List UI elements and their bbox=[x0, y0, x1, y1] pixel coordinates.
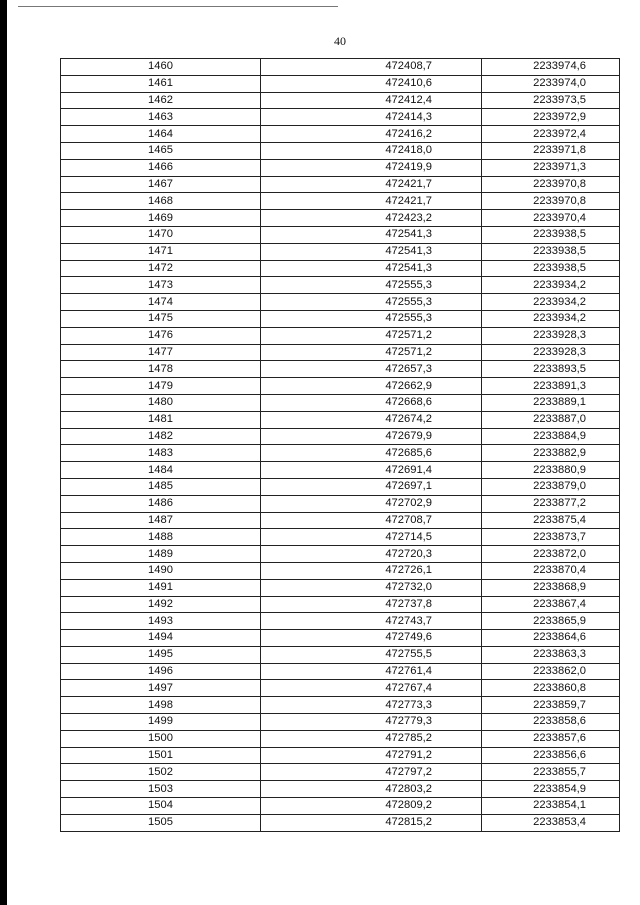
x-coordinate-cell: 472749,6 bbox=[261, 630, 482, 647]
y-coordinate-cell: 2233889,1 bbox=[482, 394, 620, 411]
x-coordinate-cell: 472541,3 bbox=[261, 243, 482, 260]
x-coordinate-cell: 472541,3 bbox=[261, 260, 482, 277]
y-coordinate-cell: 2233870,4 bbox=[482, 562, 620, 579]
y-coordinate-cell: 2233973,5 bbox=[482, 92, 620, 109]
y-coordinate-cell: 2233928,3 bbox=[482, 344, 620, 361]
x-coordinate-cell: 472408,7 bbox=[261, 59, 482, 76]
x-coordinate-cell: 472668,6 bbox=[261, 394, 482, 411]
table-row bbox=[61, 814, 620, 831]
table-row bbox=[61, 462, 620, 479]
point-number-cell: 1472 bbox=[61, 260, 261, 277]
y-coordinate-cell: 2233868,9 bbox=[482, 579, 620, 596]
table-row bbox=[61, 226, 620, 243]
point-number-cell: 1491 bbox=[61, 579, 261, 596]
point-number-cell: 1475 bbox=[61, 310, 261, 327]
table-row bbox=[61, 478, 620, 495]
y-coordinate-cell: 2233893,5 bbox=[482, 361, 620, 378]
y-coordinate-cell: 2233854,9 bbox=[482, 781, 620, 798]
x-coordinate-cell: 472541,3 bbox=[261, 226, 482, 243]
point-number-cell: 1460 bbox=[61, 59, 261, 76]
y-coordinate-cell: 2233928,3 bbox=[482, 327, 620, 344]
x-coordinate-cell: 472679,9 bbox=[261, 428, 482, 445]
y-coordinate-cell: 2233873,7 bbox=[482, 529, 620, 546]
table-row bbox=[61, 126, 620, 143]
table-row bbox=[61, 562, 620, 579]
y-coordinate-cell: 2233891,3 bbox=[482, 378, 620, 395]
point-number-cell: 1473 bbox=[61, 277, 261, 294]
table-row bbox=[61, 798, 620, 815]
point-number-cell: 1474 bbox=[61, 294, 261, 311]
x-coordinate-cell: 472809,2 bbox=[261, 798, 482, 815]
x-coordinate-cell: 472662,9 bbox=[261, 378, 482, 395]
y-coordinate-cell: 2233864,6 bbox=[482, 630, 620, 647]
table-row bbox=[61, 680, 620, 697]
page-number: 40 bbox=[334, 34, 346, 48]
x-coordinate-cell: 472555,3 bbox=[261, 310, 482, 327]
y-coordinate-cell: 2233938,5 bbox=[482, 226, 620, 243]
y-coordinate-cell: 2233865,9 bbox=[482, 613, 620, 630]
x-coordinate-cell: 472767,4 bbox=[261, 680, 482, 697]
table-row bbox=[61, 176, 620, 193]
table-row bbox=[61, 529, 620, 546]
point-number-cell: 1467 bbox=[61, 176, 261, 193]
y-coordinate-cell: 2233872,0 bbox=[482, 546, 620, 563]
scan-left-edge bbox=[0, 0, 7, 905]
point-number-cell: 1479 bbox=[61, 378, 261, 395]
point-number-cell: 1478 bbox=[61, 361, 261, 378]
y-coordinate-cell: 2233934,2 bbox=[482, 277, 620, 294]
x-coordinate-cell: 472418,0 bbox=[261, 142, 482, 159]
table-row bbox=[61, 109, 620, 126]
point-number-cell: 1480 bbox=[61, 394, 261, 411]
point-number-cell: 1484 bbox=[61, 462, 261, 479]
point-number-cell: 1466 bbox=[61, 159, 261, 176]
y-coordinate-cell: 2233974,6 bbox=[482, 59, 620, 76]
point-number-cell: 1485 bbox=[61, 478, 261, 495]
table-row bbox=[61, 512, 620, 529]
x-coordinate-cell: 472720,3 bbox=[261, 546, 482, 563]
point-number-cell: 1487 bbox=[61, 512, 261, 529]
x-coordinate-cell: 472797,2 bbox=[261, 764, 482, 781]
table-row bbox=[61, 394, 620, 411]
table-row bbox=[61, 142, 620, 159]
table-row bbox=[61, 361, 620, 378]
y-coordinate-cell: 2233857,6 bbox=[482, 730, 620, 747]
x-coordinate-cell: 472714,5 bbox=[261, 529, 482, 546]
x-coordinate-cell: 472414,3 bbox=[261, 109, 482, 126]
table-row bbox=[61, 344, 620, 361]
point-number-cell: 1471 bbox=[61, 243, 261, 260]
table-row bbox=[61, 579, 620, 596]
table-row bbox=[61, 764, 620, 781]
y-coordinate-cell: 2233855,7 bbox=[482, 764, 620, 781]
point-number-cell: 1462 bbox=[61, 92, 261, 109]
x-coordinate-cell: 472697,1 bbox=[261, 478, 482, 495]
table-row bbox=[61, 495, 620, 512]
y-coordinate-cell: 2233877,2 bbox=[482, 495, 620, 512]
point-number-cell: 1482 bbox=[61, 428, 261, 445]
table-row bbox=[61, 310, 620, 327]
y-coordinate-cell: 2233970,8 bbox=[482, 193, 620, 210]
table-row bbox=[61, 697, 620, 714]
x-coordinate-cell: 472571,2 bbox=[261, 344, 482, 361]
point-number-cell: 1494 bbox=[61, 630, 261, 647]
point-number-cell: 1502 bbox=[61, 764, 261, 781]
point-number-cell: 1505 bbox=[61, 814, 261, 831]
x-coordinate-cell: 472803,2 bbox=[261, 781, 482, 798]
table-row bbox=[61, 663, 620, 680]
x-coordinate-cell: 472737,8 bbox=[261, 596, 482, 613]
point-number-cell: 1497 bbox=[61, 680, 261, 697]
table-row bbox=[61, 75, 620, 92]
x-coordinate-cell: 472732,0 bbox=[261, 579, 482, 596]
table-row bbox=[61, 445, 620, 462]
x-coordinate-cell: 472674,2 bbox=[261, 411, 482, 428]
table-row bbox=[61, 243, 620, 260]
point-number-cell: 1501 bbox=[61, 747, 261, 764]
y-coordinate-cell: 2233974,0 bbox=[482, 75, 620, 92]
table-row bbox=[61, 747, 620, 764]
point-number-cell: 1486 bbox=[61, 495, 261, 512]
x-coordinate-cell: 472773,3 bbox=[261, 697, 482, 714]
table-row bbox=[61, 193, 620, 210]
y-coordinate-cell: 2233853,4 bbox=[482, 814, 620, 831]
table-row bbox=[61, 428, 620, 445]
scan-top-line bbox=[18, 6, 338, 7]
x-coordinate-cell: 472657,3 bbox=[261, 361, 482, 378]
point-number-cell: 1463 bbox=[61, 109, 261, 126]
x-coordinate-cell: 472555,3 bbox=[261, 277, 482, 294]
y-coordinate-cell: 2233972,4 bbox=[482, 126, 620, 143]
x-coordinate-cell: 472412,4 bbox=[261, 92, 482, 109]
y-coordinate-cell: 2233934,2 bbox=[482, 310, 620, 327]
point-number-cell: 1481 bbox=[61, 411, 261, 428]
y-coordinate-cell: 2233934,2 bbox=[482, 294, 620, 311]
table-row bbox=[61, 210, 620, 227]
point-number-cell: 1489 bbox=[61, 546, 261, 563]
table-row bbox=[61, 294, 620, 311]
table-row bbox=[61, 630, 620, 647]
point-number-cell: 1470 bbox=[61, 226, 261, 243]
table-row bbox=[61, 92, 620, 109]
table-row bbox=[61, 260, 620, 277]
x-coordinate-cell: 472571,2 bbox=[261, 327, 482, 344]
x-coordinate-cell: 472421,7 bbox=[261, 193, 482, 210]
y-coordinate-cell: 2233860,8 bbox=[482, 680, 620, 697]
table-row bbox=[61, 327, 620, 344]
x-coordinate-cell: 472410,6 bbox=[261, 75, 482, 92]
point-number-cell: 1477 bbox=[61, 344, 261, 361]
point-number-cell: 1504 bbox=[61, 798, 261, 815]
y-coordinate-cell: 2233887,0 bbox=[482, 411, 620, 428]
point-number-cell: 1500 bbox=[61, 730, 261, 747]
y-coordinate-cell: 2233938,5 bbox=[482, 243, 620, 260]
x-coordinate-cell: 472421,7 bbox=[261, 176, 482, 193]
x-coordinate-cell: 472419,9 bbox=[261, 159, 482, 176]
x-coordinate-cell: 472791,2 bbox=[261, 747, 482, 764]
y-coordinate-cell: 2233938,5 bbox=[482, 260, 620, 277]
y-coordinate-cell: 2233863,3 bbox=[482, 646, 620, 663]
x-coordinate-cell: 472726,1 bbox=[261, 562, 482, 579]
x-coordinate-cell: 472702,9 bbox=[261, 495, 482, 512]
x-coordinate-cell: 472815,2 bbox=[261, 814, 482, 831]
table-row bbox=[61, 613, 620, 630]
table-row bbox=[61, 159, 620, 176]
point-number-cell: 1464 bbox=[61, 126, 261, 143]
point-number-cell: 1496 bbox=[61, 663, 261, 680]
point-number-cell: 1498 bbox=[61, 697, 261, 714]
y-coordinate-cell: 2233867,4 bbox=[482, 596, 620, 613]
point-number-cell: 1476 bbox=[61, 327, 261, 344]
y-coordinate-cell: 2233862,0 bbox=[482, 663, 620, 680]
table-row bbox=[61, 411, 620, 428]
point-number-cell: 1468 bbox=[61, 193, 261, 210]
x-coordinate-cell: 472416,2 bbox=[261, 126, 482, 143]
point-number-cell: 1488 bbox=[61, 529, 261, 546]
point-number-cell: 1490 bbox=[61, 562, 261, 579]
table-row bbox=[61, 277, 620, 294]
x-coordinate-cell: 472743,7 bbox=[261, 613, 482, 630]
y-coordinate-cell: 2233875,4 bbox=[482, 512, 620, 529]
point-number-cell: 1499 bbox=[61, 714, 261, 731]
y-coordinate-cell: 2233858,6 bbox=[482, 714, 620, 731]
x-coordinate-cell: 472785,2 bbox=[261, 730, 482, 747]
x-coordinate-cell: 472708,7 bbox=[261, 512, 482, 529]
y-coordinate-cell: 2233970,4 bbox=[482, 210, 620, 227]
x-coordinate-cell: 472691,4 bbox=[261, 462, 482, 479]
y-coordinate-cell: 2233854,1 bbox=[482, 798, 620, 815]
point-number-cell: 1461 bbox=[61, 75, 261, 92]
y-coordinate-cell: 2233879,0 bbox=[482, 478, 620, 495]
x-coordinate-cell: 472761,4 bbox=[261, 663, 482, 680]
point-number-cell: 1465 bbox=[61, 142, 261, 159]
table-row bbox=[61, 646, 620, 663]
table-row bbox=[61, 781, 620, 798]
y-coordinate-cell: 2233859,7 bbox=[482, 697, 620, 714]
x-coordinate-cell: 472423,2 bbox=[261, 210, 482, 227]
coordinates-table bbox=[60, 58, 620, 832]
table-row bbox=[61, 546, 620, 563]
table-row bbox=[61, 730, 620, 747]
x-coordinate-cell: 472685,6 bbox=[261, 445, 482, 462]
x-coordinate-cell: 472755,5 bbox=[261, 646, 482, 663]
x-coordinate-cell: 472555,3 bbox=[261, 294, 482, 311]
y-coordinate-cell: 2233856,6 bbox=[482, 747, 620, 764]
point-number-cell: 1493 bbox=[61, 613, 261, 630]
table-row bbox=[61, 714, 620, 731]
y-coordinate-cell: 2233972,9 bbox=[482, 109, 620, 126]
coordinates-table-body bbox=[61, 59, 620, 832]
point-number-cell: 1492 bbox=[61, 596, 261, 613]
point-number-cell: 1483 bbox=[61, 445, 261, 462]
table-row bbox=[61, 59, 620, 76]
point-number-cell: 1469 bbox=[61, 210, 261, 227]
y-coordinate-cell: 2233882,9 bbox=[482, 445, 620, 462]
y-coordinate-cell: 2233970,8 bbox=[482, 176, 620, 193]
y-coordinate-cell: 2233971,3 bbox=[482, 159, 620, 176]
table-row bbox=[61, 596, 620, 613]
y-coordinate-cell: 2233884,9 bbox=[482, 428, 620, 445]
point-number-cell: 1503 bbox=[61, 781, 261, 798]
point-number-cell: 1495 bbox=[61, 646, 261, 663]
table-row bbox=[61, 378, 620, 395]
y-coordinate-cell: 2233880,9 bbox=[482, 462, 620, 479]
x-coordinate-cell: 472779,3 bbox=[261, 714, 482, 731]
y-coordinate-cell: 2233971,8 bbox=[482, 142, 620, 159]
